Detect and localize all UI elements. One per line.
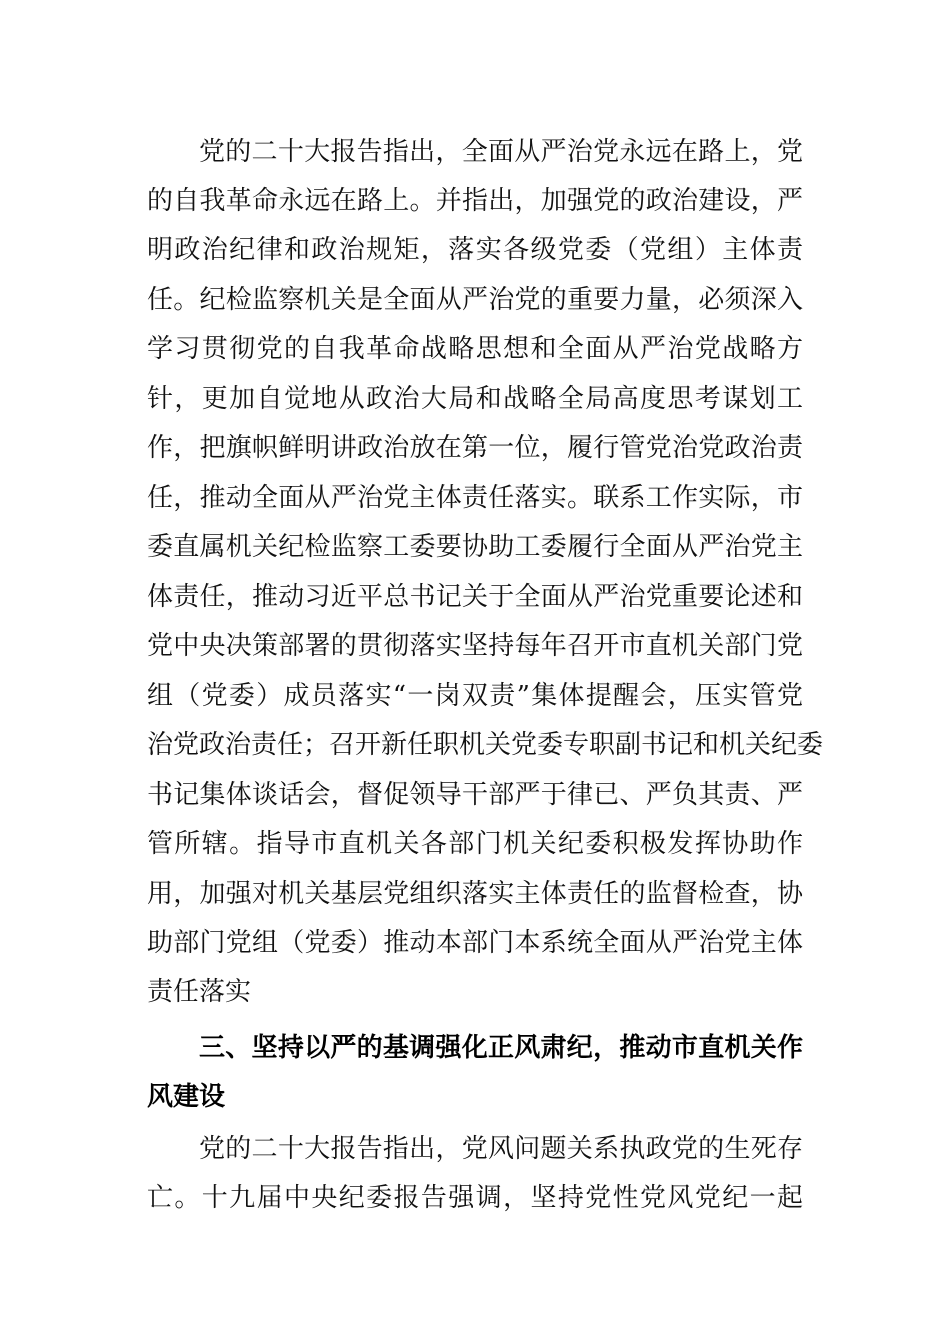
paragraph-1-line: 组（党委）成员落实“一岗双责”集体提醒会，压实管党 (147, 681, 803, 711)
paragraph-1-line: 任，推动全面从严治党主体责任落实。联系工作实际，市 (147, 483, 803, 513)
paragraph-1-line: 书记集体谈话会，督促领导干部严于律已、严负其责、严 (147, 780, 803, 810)
paragraph-1-line: 党中央决策部署的贯彻落实坚持每年召开市直机关部门党 (147, 631, 803, 661)
section-heading-line: 三、坚持以严的基调强化正风肃纪，推动市直机关作 (199, 1033, 803, 1063)
paragraph-1-line: 治党政治责任；召开新任职机关党委专职副书记和机关纪委 (147, 730, 824, 760)
section-heading-line: 风建设 (147, 1082, 226, 1112)
paragraph-1-line: 责任落实 (147, 977, 252, 1007)
paragraph-1-line: 针，更加自觉地从政治大局和战略全局高度思考谋划工 (147, 384, 803, 414)
paragraph-2-line: 亡。十九届中央纪委报告强调，坚持党性党风党纪一起 (147, 1183, 803, 1213)
paragraph-1-line: 党的二十大报告指出，全面从严治党永远在路上，党 (199, 137, 803, 167)
paragraph-1-line: 体责任，推动习近平总书记关于全面从严治党重要论述和 (147, 582, 803, 612)
paragraph-1-line: 委直属机关纪检监察工委要协助工委履行全面从严治党主 (147, 532, 803, 562)
paragraph-1-line: 管所辖。指导市直机关各部门机关纪委积极发挥协助作 (147, 829, 803, 859)
paragraph-2-line: 党的二十大报告指出，党风问题关系执政党的生死存 (199, 1134, 803, 1164)
paragraph-1-line: 学习贯彻党的自我革命战略思想和全面从严治党战略方 (147, 334, 803, 364)
paragraph-1-line: 的自我革命永远在路上。并指出，加强党的政治建设，严 (147, 186, 803, 216)
paragraph-1-line: 用，加强对机关基层党组织落实主体责任的监督检查，协 (147, 879, 803, 909)
paragraph-1-line: 明政治纪律和政治规矩，落实各级党委（党组）主体责 (147, 235, 803, 265)
paragraph-1-line: 助部门党组（党委）推动本部门本系统全面从严治党主体 (147, 928, 803, 958)
paragraph-1-line: 作，把旗帜鲜明讲政治放在第一位，履行管党治党政治责 (147, 433, 803, 463)
paragraph-1-line: 任。纪检监察机关是全面从严治党的重要力量，必须深入 (147, 285, 803, 315)
